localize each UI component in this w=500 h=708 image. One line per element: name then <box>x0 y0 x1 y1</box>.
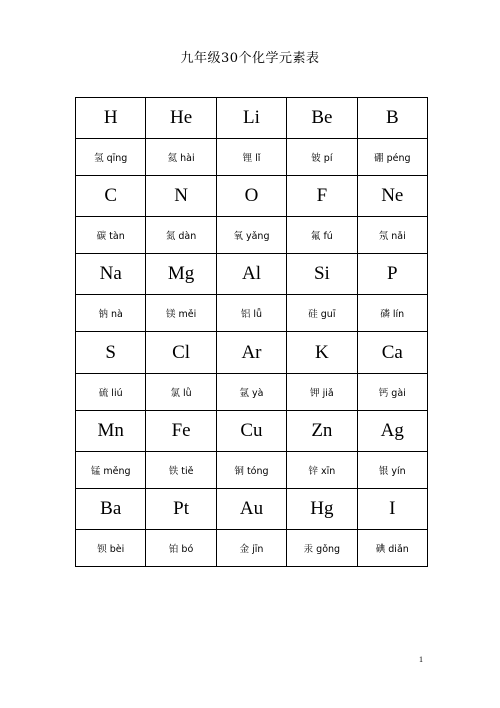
element-symbol: I <box>357 488 427 529</box>
element-name-pinyin: 氯 lǜ <box>146 373 216 410</box>
element-symbol: Zn <box>287 410 357 451</box>
element-name-pinyin: 硼 péng <box>357 139 427 176</box>
element-symbol: H <box>76 98 146 139</box>
element-name-pinyin: 铁 tiě <box>146 451 216 488</box>
symbol-row <box>76 410 428 451</box>
element-symbol: P <box>357 254 427 295</box>
element-symbol: F <box>287 176 357 217</box>
element-name-pinyin: 磷 lín <box>357 295 427 332</box>
element-name-pinyin: 钡 bèi <box>76 529 146 566</box>
element-symbol: Hg <box>287 488 357 529</box>
element-name-pinyin: 锰 měng <box>76 451 146 488</box>
element-name-pinyin: 钾 jiǎ <box>287 373 357 410</box>
element-name-pinyin: 氮 dàn <box>146 217 216 254</box>
element-name-pinyin: 氩 yà <box>216 373 286 410</box>
element-symbol: Al <box>216 254 286 295</box>
element-name-pinyin: 银 yín <box>357 451 427 488</box>
element-symbol: Cl <box>146 332 216 373</box>
element-symbol: N <box>146 176 216 217</box>
name-row <box>76 529 428 566</box>
name-row <box>76 217 428 254</box>
element-name-pinyin: 铂 bó <box>146 529 216 566</box>
element-name-pinyin: 锌 xīn <box>287 451 357 488</box>
element-symbol: Au <box>216 488 286 529</box>
element-name-pinyin: 钙 gài <box>357 373 427 410</box>
name-row <box>76 451 428 488</box>
element-name-pinyin: 氟 fú <box>287 217 357 254</box>
element-name-pinyin: 氧 yǎng <box>216 217 286 254</box>
element-name-pinyin: 铜 tóng <box>216 451 286 488</box>
element-symbol: Fe <box>146 410 216 451</box>
element-symbol: Cu <box>216 410 286 451</box>
element-name-pinyin: 锂 lǐ <box>216 139 286 176</box>
symbol-row <box>76 254 428 295</box>
element-name-pinyin: 碘 diǎn <box>357 529 427 566</box>
element-symbol: Pt <box>146 488 216 529</box>
element-symbol: Ag <box>357 410 427 451</box>
element-name-pinyin: 铝 lǚ <box>216 295 286 332</box>
page-number: 1 <box>419 655 423 664</box>
element-name-pinyin: 铍 pí <box>287 139 357 176</box>
element-symbol: Mg <box>146 254 216 295</box>
element-name-pinyin: 氢 qīng <box>76 139 146 176</box>
element-symbol: Ca <box>357 332 427 373</box>
symbol-row <box>76 332 428 373</box>
element-name-pinyin: 硅 guī <box>287 295 357 332</box>
page-title: 九年级30个化学元素表 <box>180 51 320 66</box>
element-symbol: He <box>146 98 216 139</box>
element-symbol: K <box>287 332 357 373</box>
symbol-row <box>76 98 428 139</box>
symbol-row <box>76 176 428 217</box>
element-symbol: Ne <box>357 176 427 217</box>
element-symbol: B <box>357 98 427 139</box>
element-table <box>75 97 428 567</box>
element-symbol: S <box>76 332 146 373</box>
element-symbol: C <box>76 176 146 217</box>
element-name-pinyin: 汞 gǒng <box>287 529 357 566</box>
element-symbol: Be <box>287 98 357 139</box>
element-name-pinyin: 钠 nà <box>76 295 146 332</box>
element-name-pinyin: 镁 měi <box>146 295 216 332</box>
element-name-pinyin: 氖 nǎi <box>357 217 427 254</box>
element-symbol: Na <box>76 254 146 295</box>
name-row <box>76 373 428 410</box>
element-name-pinyin: 氦 hài <box>146 139 216 176</box>
element-name-pinyin: 金 jīn <box>216 529 286 566</box>
element-symbol: O <box>216 176 286 217</box>
element-symbol: Si <box>287 254 357 295</box>
element-symbol: Mn <box>76 410 146 451</box>
element-symbol: Ba <box>76 488 146 529</box>
element-symbol: Ar <box>216 332 286 373</box>
symbol-row <box>76 488 428 529</box>
name-row <box>76 139 428 176</box>
element-name-pinyin: 碳 tàn <box>76 217 146 254</box>
name-row <box>76 295 428 332</box>
element-symbol: Li <box>216 98 286 139</box>
element-name-pinyin: 硫 liú <box>76 373 146 410</box>
